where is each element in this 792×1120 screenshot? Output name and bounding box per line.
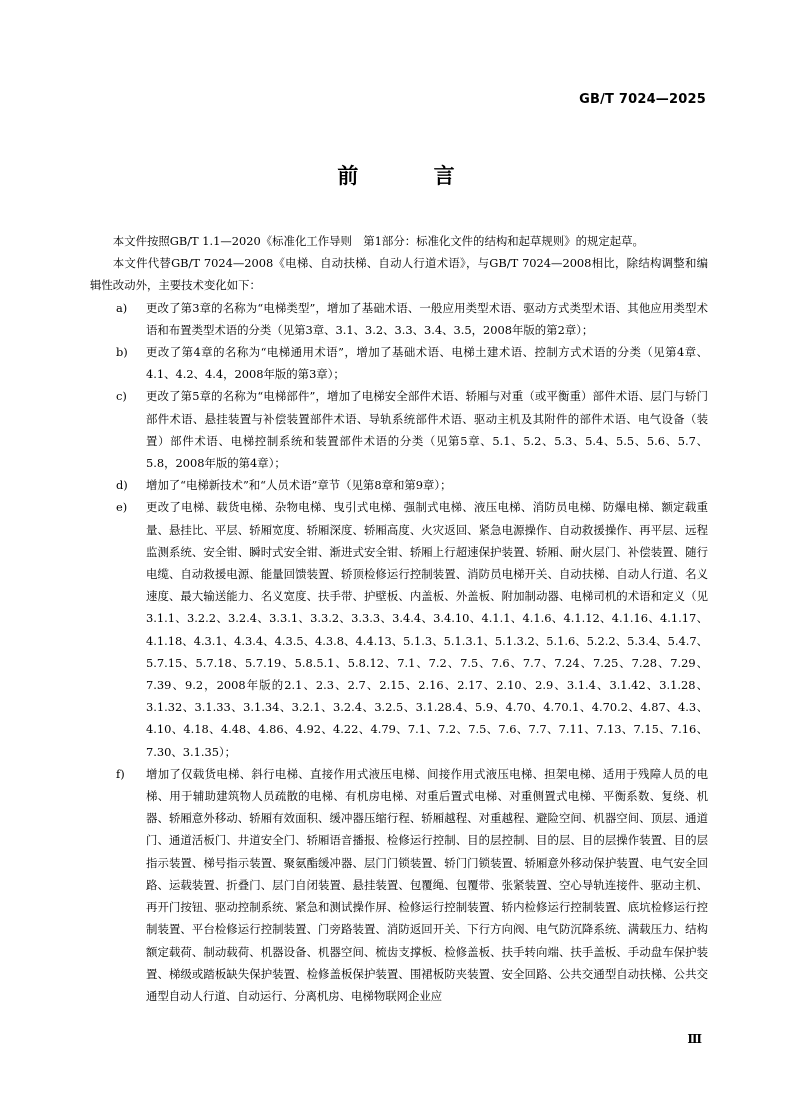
list-marker: c) — [116, 389, 127, 404]
standard-code: GB/T 7024—2025 — [579, 92, 706, 107]
list-marker: a) — [116, 300, 128, 315]
list-item-text: 增加了仅载货电梯、斜行电梯、直接作用式液压电梯、间接作用式液压电梯、担架电梯、适用于残障人员的电梯、用于辅助建筑物人员疏散的电梯、有机房电梯、对重后置式电梯、对重侧置式电梯、平衡系数、复绕、机器、轿厢意外移动、轿厢有效面积、缓冲器压缩行程、轿厢越程、对重越程、避险空间、机器空间、顶层、通道门、通道活板门、井道安全门、轿厢语音播报、检修运行控制、目的层控制、目的层、目的层操作装置、目的层指示装置、梯号指示装置、聚氨酯缓冲器、层门门锁装置、轿门门锁装置、轿厢意外移动保护装置、电气安全回路、运载装置、折叠门、层门自闭装置、悬挂装置、包覆绳、包覆带、张紧装置、空心导轨连接件、驱动主机、再开门按钮、驱动控制系统、紧急和测试操作屏、检修运行控制装置、轿内检修运行控制装置、底坑检修运行控制装置、平台检修运行控制装置、门旁路装置、消防返回开关、下行方向阀、电气防沉降系统、满载压力、结构额定载荷、制动载荷、机器设备、机器空间、梳齿支撑板、检修盖板、扶手转向端、扶手盖板、手动盘车保护装置、梯级或踏板缺失保护装置、检修盖板保护装置、围裙板防夹装置、安全回路、公共交通型自动扶梯、公共交通型自动人行道、自动运行、分离机房、电梯物联网企业应 — [146, 766, 708, 1003]
list-marker: b) — [116, 345, 128, 360]
list-item-text: 增加了“电梯新技术”和“人员术语”章节（见第8章和第9章）； — [146, 478, 452, 493]
list-item — [90, 496, 708, 762]
list-marker: d) — [116, 478, 128, 493]
list-item-text: 更改了电梯、载货电梯、杂物电梯、曳引式电梯、强制式电梯、液压电梯、消防员电梯、防爆电梯、额定载重量、悬挂比、平层、轿厢宽度、轿厢深度、轿厢高度、火灾返回、紧急电源操作、自动救援操作、再平层、远程监测系统、安全钳、瞬时式安全钳、渐进式安全钳、轿厢上行超速保护装置、轿厢、耐火层门、补偿装置、随行电缆、自动救援电源、能量回馈装置、轿顶检修运行控制装置、消防员电梯开关、自动扶梯、自动人行道、名义速度、最大输送能力、名义宽度、扶手带、护壁板、内盖板、外盖板、附加制动器、电梯司机的术语和定义（见3.1.1、3.2.2、3.2.4、3.3.1、3.3.2、3.3.3、3.4.4、3.4.10、4.1.1、4.1.6、4.1.12、4.1.16、4.1.17、4.1.18、4.3.1、4.3.4、4.3.5、4.3.8、4.4.13、5.1.3、5.1.3.1、5.1.3.2、5.1.6、5.2.2、5.3.4、5.4.7、5.7.15、5.7.18、5.7.19、5.8.5.1、5.8.12、7.1、7.2、7.5、7.6、7.7、7.24、7.25、7.28、7.29、7.39、9.2，2008年版的2.1、2.3、2.7、2.15、2.16、2.17、2.10、2.9、3.1.4、3.1.42、3.1.28、3.1.32、3.1.33、3.1.34、3.2.1、3.2.4、3.2.5、3.1.28.4、5.9、4.70、4.70.1、4.70.2、4.87、4.3、4.10、4.18、4.48、4.86、4.92、4.22、4.79、7.1、7.2、7.5、7.6、7.7、7.11、7.13、7.15、7.16、7.30、3.1.35）； — [146, 500, 708, 759]
list-item — [90, 297, 708, 341]
intro-paragraph: 本文件按照GB/T 1.1—2020《标准化工作导则 第1部分：标准化文件的结构和起草规则》的规定起草。 — [112, 234, 644, 248]
list-item-text: 更改了第4章的名称为“电梯通用术语”，增加了基础术语、电梯土建术语、控制方式术语的分类（见第4章、4.1、4.2、4.4，2008年版的第3章）； — [146, 345, 708, 382]
list-item — [90, 385, 708, 474]
replacement-paragraph: 本文件代替GB/T 7024—2008《电梯、自动扶梯、自动人行道术语》，与GB/T 7024—2008相比，除结构调整和编辑性改动外，主要技术变化如下： — [90, 256, 708, 293]
foreword-body — [90, 230, 708, 1007]
list-item — [90, 474, 708, 496]
list-item — [90, 763, 708, 1007]
list-marker: f) — [116, 766, 125, 781]
page-title: 前 言 — [337, 164, 489, 188]
list-item — [90, 341, 708, 385]
list-marker: e) — [116, 500, 128, 515]
list-item-text: 更改了第3章的名称为“电梯类型”，增加了基础术语、一般应用类型术语、驱动方式类型术语、其他应用类型术语和布置类型术语的分类（见第3章、3.1、3.2、3.3、3.4、3.5，2008年版的第2章）； — [146, 300, 708, 337]
list-item-text: 更改了第5章的名称为“电梯部件”，增加了电梯安全部件术语、轿厢与对重（或平衡重）部件术语、层门与轿门部件术语、悬挂装置与补偿装置部件术语、导轨系统部件术语、驱动主机及其附件的部件术语、电气设备（装置）部件术语、电梯控制系统和装置部件术语的分类（见第5章、5.1、5.2、5.3、5.4、5.5、5.6、5.7、5.8，2008年版的第4章）； — [146, 389, 708, 471]
changes-list — [90, 297, 708, 1008]
page-number: Ⅲ — [687, 1032, 702, 1046]
